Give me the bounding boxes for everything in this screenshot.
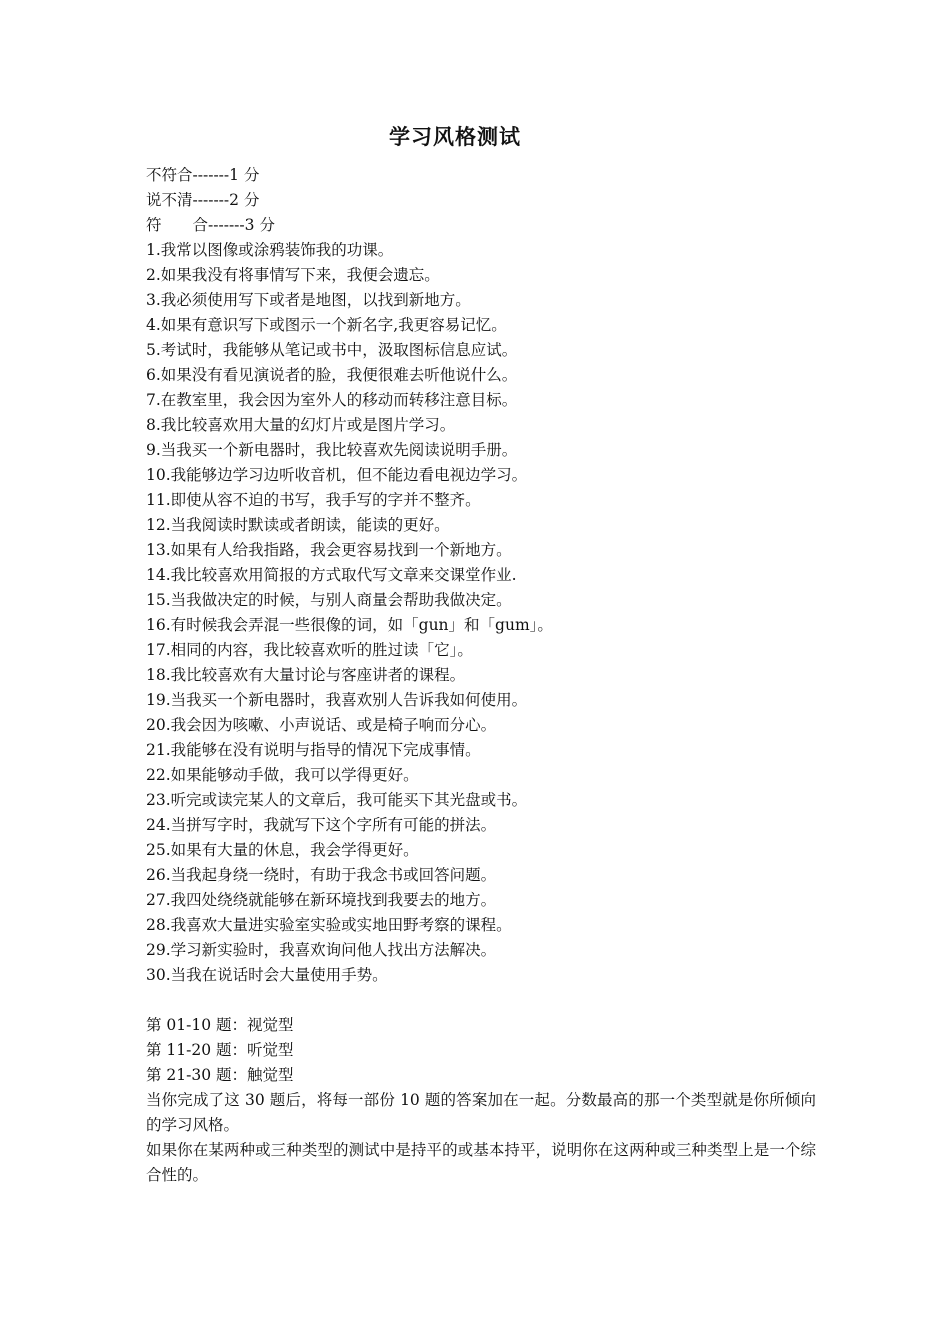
scale-line: 符 合-------3 分 [146,216,275,234]
question-item: 7.在教室里，我会因为室外人的移动而转移注意目标。 [146,391,518,409]
question-item: 25.如果有大量的休息，我会学得更好。 [146,841,419,859]
question-item: 14.我比较喜欢用简报的方式取代写文章来交课堂作业. [146,566,517,584]
question-item: 21.我能够在没有说明与指导的情况下完成事情。 [146,741,481,759]
question-item: 20.我会因为咳嗽、小声说话、或是椅子响而分心。 [146,716,497,734]
question-item: 18.我比较喜欢有大量讨论与客座讲者的课程。 [146,666,466,684]
document-body [146,163,816,1188]
question-item: 8.我比较喜欢用大量的幻灯片或是图片学习。 [146,416,456,434]
instruction-paragraph: 当你完成了这 30 题后，将每一部份 10 题的答案加在一起。分数最高的那一个类型就是你所倾向的学习风格。 [146,1091,816,1134]
question-item: 2.如果我没有将事情写下来，我便会遗忘。 [146,266,440,284]
question-item: 9.当我买一个新电器时，我比较喜欢先阅读说明手册。 [146,441,518,459]
question-item: 23.听完或读完某人的文章后，我可能买下其光盘或书。 [146,791,528,809]
question-item: 30.当我在说话时会大量使用手势。 [146,966,388,984]
question-list [146,238,816,988]
question-item: 3.我必须使用写下或者是地图，以找到新地方。 [146,291,471,309]
question-item: 6.如果没有看见演说者的脸，我便很难去听他说什么。 [146,366,518,384]
scale-line: 说不清-------2 分 [146,191,260,209]
spacer [146,988,816,1013]
question-item: 26.当我起身绕一绕时，有助于我念书或回答问题。 [146,866,497,884]
question-item: 4.如果有意识写下或图示一个新名字,我更容易记忆。 [146,316,507,334]
question-item: 28.我喜欢大量进实验室实验或实地田野考察的课程。 [146,916,512,934]
question-item: 22.如果能够动手做，我可以学得更好。 [146,766,419,784]
instruction-paragraph: 如果你在某两种或三种类型的测试中是持平的或基本持平，说明你在这两种或三种类型上是一个综合性的。 [146,1141,816,1184]
category-item: 第 01-10 题：视觉型 [146,1016,294,1034]
page-title: 学习风格测试 [389,125,521,149]
question-item: 12.当我阅读时默读或者朗读，能读的更好。 [146,516,450,534]
question-item: 27.我四处绕绕就能够在新环境找到我要去的地方。 [146,891,497,909]
question-item: 11.即使从容不迫的书写，我手写的字并不整齐。 [146,491,481,509]
category-item: 第 21-30 题：触觉型 [146,1066,294,1084]
question-item: 1.我常以图像或涂鸦装饰我的功课。 [146,241,394,259]
question-item: 17.相同的内容，我比较喜欢听的胜过读「它」。 [146,641,473,659]
category-list [146,1013,816,1088]
category-item: 第 11-20 题：听觉型 [146,1041,294,1059]
question-item: 24.当拼写字时，我就写下这个字所有可能的拼法。 [146,816,497,834]
question-item: 16.有时候我会弄混一些很像的词，如「gun」和「gum」。 [146,616,553,634]
question-item: 5.考试时，我能够从笔记或书中，汲取图标信息应试。 [146,341,518,359]
question-item: 10.我能够边学习边听收音机，但不能边看电视边学习。 [146,466,528,484]
scale-line: 不符合-------1 分 [146,166,260,184]
question-item: 13.如果有人给我指路，我会更容易找到一个新地方。 [146,541,512,559]
question-item: 19.当我买一个新电器时，我喜欢别人告诉我如何使用。 [146,691,528,709]
question-item: 29.学习新实验时，我喜欢询问他人找出方法解决。 [146,941,497,959]
question-item: 15.当我做决定的时候，与别人商量会帮助我做决定。 [146,591,512,609]
